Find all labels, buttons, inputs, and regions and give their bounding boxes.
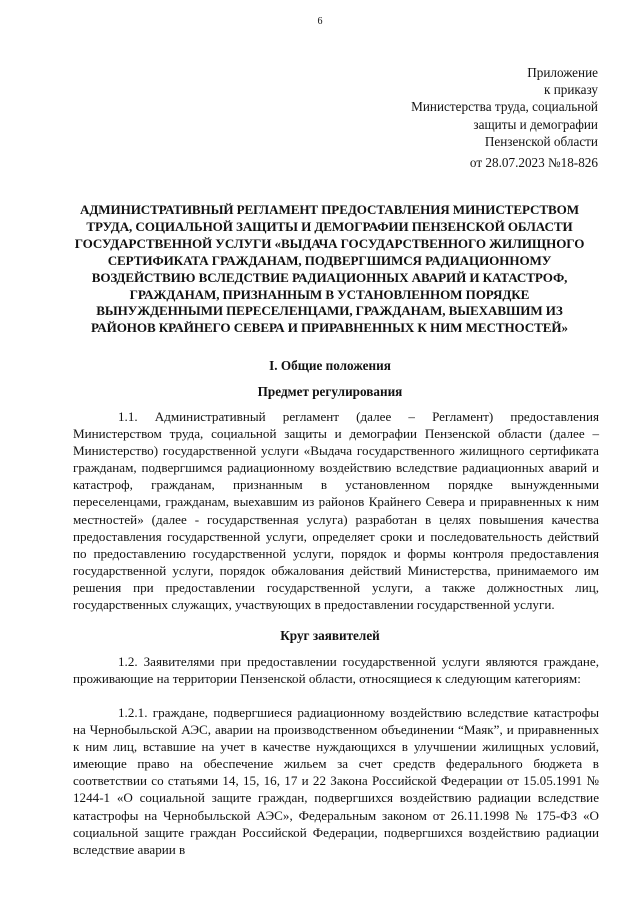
order-date: от 28.07.2023 №18-826 bbox=[469, 155, 598, 170]
appendix-line: Министерства труда, социальной bbox=[411, 99, 598, 115]
appendix-line: к приказу bbox=[544, 82, 598, 98]
paragraph-1-2: 1.2. Заявителями при предоставлении государственной услуги являются граждане, проживающие на территории Пензенской области, относящиеся к следующим категориям: bbox=[73, 654, 599, 687]
paragraph-1-1: 1.1. Административный регламент (далее – Регламент) предоставления Министерством труда, социальной защиты и демографии Пензенской области (далее – Министерство) государственной услуги «Выдача государственного жилищного сертификата гражданам, подвергшимся радиационному воздействию вследствие радиационных аварий и катастроф, гражданам, признанным в установленном порядке вынужденными переселенцами, гражданам, выехавшим из районов Крайнего Севера и приравненных к ним местностей» (далее - государственная услуга) разработан в целях повышения качества предоставления государственной услуги, определяет сроки и последовательность действий по предоставлению государственной услуги, порядок и формы контроля предоставления государственной услуги, порядок обжалования действий Министерства, принимаемого им решения при предоставлении государственной услуги, а также должностных лиц, государственных служащих, участвующих в предоставлении государственной услуги. bbox=[73, 409, 599, 613]
page-number: 6 bbox=[317, 16, 323, 27]
appendix-line: Приложение bbox=[527, 65, 598, 80]
section-heading-subject: Предмет регулирования bbox=[257, 384, 403, 399]
appendix-line: защиты и демографии bbox=[473, 116, 598, 132]
appendix-line: Пензенской области bbox=[484, 133, 598, 149]
section-heading-applicants: Круг заявителей bbox=[280, 628, 380, 643]
section-heading-general: I. Общие положения bbox=[269, 358, 391, 373]
appendix-block bbox=[338, 64, 598, 150]
paragraph-1-2-1: 1.2.1. граждане, подвергшиеся радиационному воздействию вследствие катастрофы на Чернобыльской АЭС, аварии на производственном объединении “Маяк”, и приравненных к ним лиц, вставшие на учет в качестве нуждающихся в улучшении жилищных условий, имеющие право на обеспечение жильем за счет средств федерального бюджета в соответствии со статьями 14, 15, 16, 17 и 22 Закона Российской Федерации от 15.05.1991 № 1244-1 «О социальной защите граждан, подвергшихся воздействию радиации вследствие катастрофы на Чернобыльской АЭС», Федеральным законом от 26.11.1998 № 175-ФЗ «О социальной защите граждан Российской Федерации, подвергшихся воздействию радиации вследствие аварии в bbox=[73, 705, 599, 857]
document-title: АДМИНИСТРАТИВНЫЙ РЕГЛАМЕНТ ПРЕДОСТАВЛЕНИЯ МИНИСТЕРСТВОМ ТРУДА, СОЦИАЛЬНОЙ ЗАЩИТЫ И ДЕМОГРАФИИ ПЕНЗЕНСКОЙ ОБЛАСТИ ГОСУДАРСТВЕННОЙ УСЛУГИ «ВЫДАЧА ГОСУДАРСТВЕННОГО ЖИЛИЩНОГО СЕРТИФИКАТА ГРАЖДАНАМ, ПОДВЕРГШИМСЯ РАДИАЦИОННОМУ ВОЗДЕЙСТВИЮ ВСЛЕДСТВИЕ РАДИАЦИОННЫХ АВАРИЙ И КАТАСТРОФ, ГРАЖДАНАМ, ПРИЗНАННЫМ В УСТАНОВЛЕННОМ ПОРЯДКЕ ВЫНУЖДЕННЫМИ ПЕРЕСЕЛЕНЦАМИ, ГРАЖДАНАМ, ВЫЕХАВШИМ ИЗ РАЙОНОВ КРАЙНЕГО СЕВЕРА И ПРИРАВНЕННЫХ К НИМ МЕСТНОСТЕЙ» bbox=[74, 202, 585, 336]
